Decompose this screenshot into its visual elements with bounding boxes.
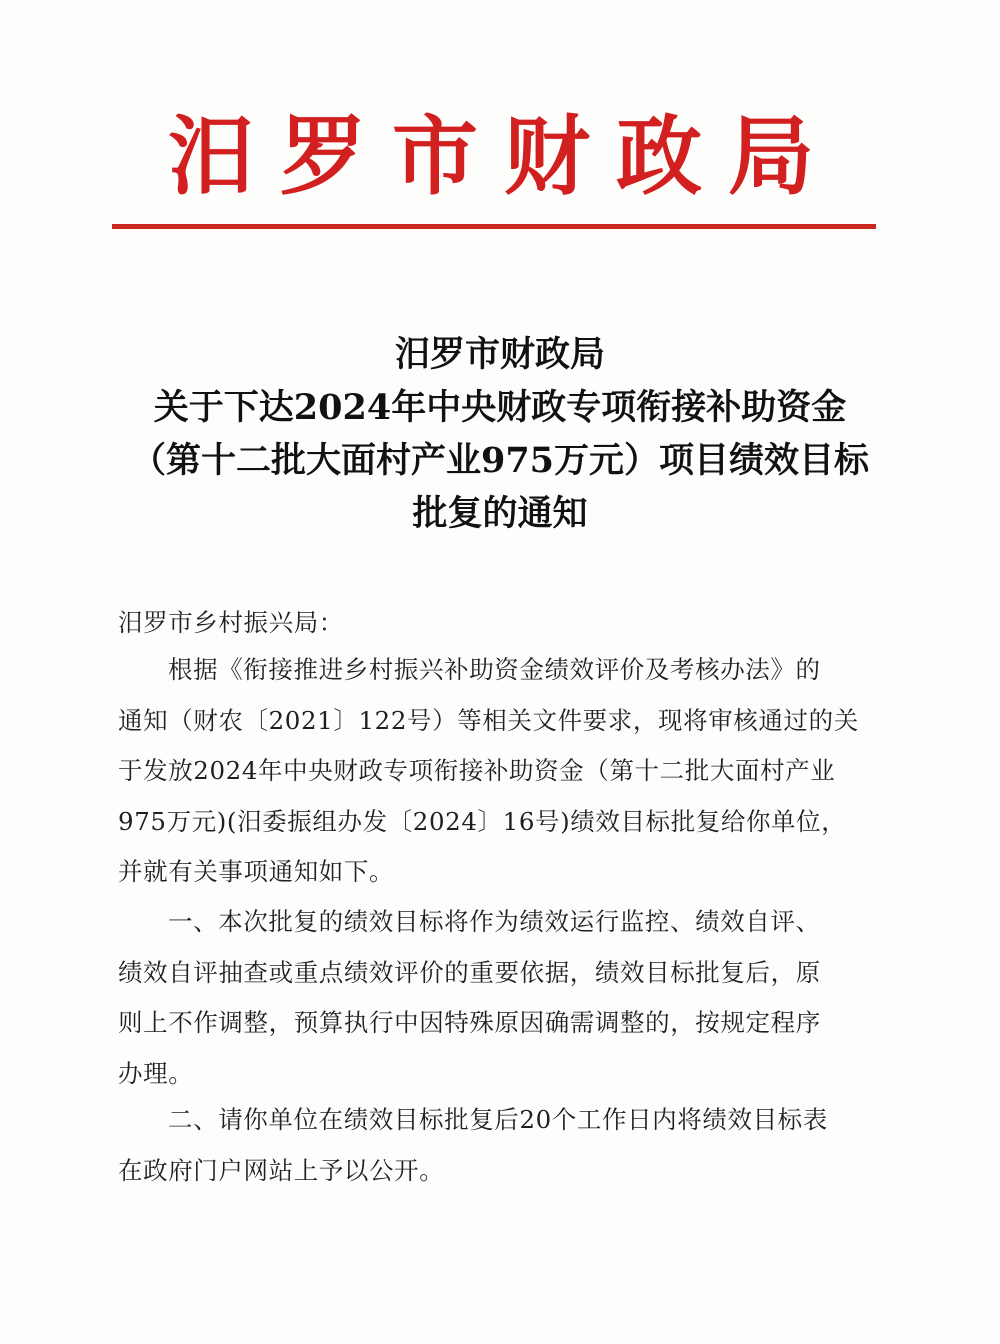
paragraph-line: 于发放2024年中央财政专项衔接补助资金（第十二批大面村产业 bbox=[118, 756, 836, 785]
paragraph-line: 办理。 bbox=[118, 1058, 194, 1088]
paragraph-line: 则上不作调整，预算执行中因特殊原因确需调整的，按规定程序 bbox=[118, 1008, 821, 1037]
title-line-3: （第十二批大面村产业975万元）项目绩效目标 bbox=[130, 440, 870, 481]
title-line-4: 批复的通知 bbox=[412, 493, 588, 534]
paragraph-line: 绩效自评抽查或重点绩效评价的重要依据，绩效目标批复后，原 bbox=[118, 957, 821, 987]
paragraph-basis bbox=[118, 645, 870, 898]
paragraph-line: 975万元)(汨委振组办发〔2024〕16号)绩效目标批复给你单位， bbox=[118, 806, 847, 836]
paragraph-item-one bbox=[118, 897, 870, 1099]
paragraph-line: 并就有关事项通知如下。 bbox=[118, 857, 395, 886]
paragraph-line: 在政府门户网站上予以公开。 bbox=[118, 1155, 445, 1185]
salutation bbox=[118, 598, 870, 649]
title-line-1: 汨罗市财政局 bbox=[394, 334, 605, 375]
letterhead-org-name: 汨罗市财政局 bbox=[168, 106, 840, 207]
paragraph-line: 二、请你单位在绩效目标批复后20个工作日内将绩效目标表 bbox=[168, 1105, 828, 1134]
salutation-text: 汨罗市乡村振兴局： bbox=[118, 608, 344, 637]
paragraph-item-two bbox=[118, 1095, 870, 1196]
letterhead-red-rule bbox=[112, 224, 876, 229]
paragraph-line: 通知（财农〔2021〕122号）等相关文件要求，现将审核通过的关 bbox=[118, 705, 859, 735]
paragraph-line: 根据《衔接推进乡村振兴补助资金绩效评价及考核办法》的 bbox=[168, 655, 821, 684]
title-line-2: 关于下达2024年中央财政专项衔接补助资金 bbox=[153, 387, 847, 428]
document-title bbox=[80, 328, 920, 540]
paragraph-line: 一、本次批复的绩效目标将作为绩效运行监控、绩效自评、 bbox=[168, 907, 821, 936]
